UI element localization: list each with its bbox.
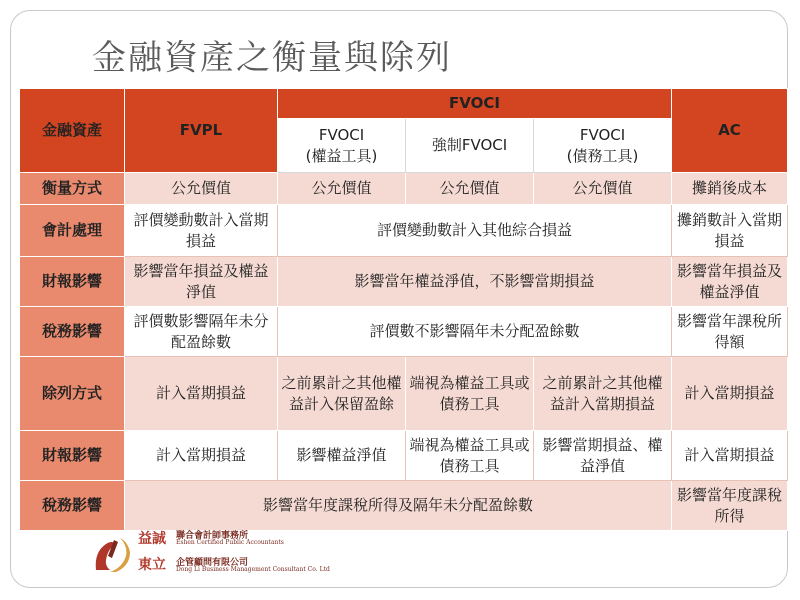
cell: 評價變動數計入其他綜合損益 <box>278 205 672 257</box>
logo-mark-icon <box>92 530 132 574</box>
table-row <box>20 205 788 257</box>
logo-name-top: 益誠 <box>138 531 166 547</box>
row-label: 稅務影響 <box>20 481 125 531</box>
cell: 端視為權益工具或債務工具 <box>406 431 534 481</box>
cell: 之前累計之其他權益計入保留盈餘 <box>278 357 406 431</box>
table-row <box>20 431 788 481</box>
row-label: 除列方式 <box>20 357 125 431</box>
cell: 評價數影響隔年未分配盈餘數 <box>125 307 278 357</box>
row-label: 財報影響 <box>20 257 125 307</box>
company-logo <box>92 526 352 582</box>
subheader-fvoci-debt: FVOCI (債務工具) <box>534 119 672 173</box>
measurement-table <box>19 88 788 531</box>
row-label: 會計處理 <box>20 205 125 257</box>
subheader-mandatory-fvoci: 強制FVOCI <box>406 119 534 173</box>
cell: 公允價值 <box>406 173 534 205</box>
cell: 影響當年權益淨值，不影響當期損益 <box>278 257 672 307</box>
cell: 影響當年度課稅所得及隔年未分配盈餘數 <box>125 481 672 531</box>
row-label: 稅務影響 <box>20 307 125 357</box>
row-label: 衡量方式 <box>20 173 125 205</box>
cell: 影響當年損益及權益淨值 <box>125 257 278 307</box>
logo-line-3: 企管顧問有限公司 <box>176 558 249 568</box>
table-row <box>20 173 788 205</box>
cell: 影響當年度課稅所得 <box>672 481 788 531</box>
table-row <box>20 257 788 307</box>
header-fvoci-group: FVOCI <box>278 89 672 119</box>
cell: 公允價值 <box>534 173 672 205</box>
cell: 計入當期損益 <box>125 357 278 431</box>
cell: 評價變動數計入當期損益 <box>125 205 278 257</box>
cell: 計入當期損益 <box>125 431 278 481</box>
table-row <box>20 307 788 357</box>
header-corner: 金融資產 <box>20 89 125 173</box>
cell: 之前累計之其他權益計入當期損益 <box>534 357 672 431</box>
cell: 計入當期損益 <box>672 357 788 431</box>
cell: 影響權益淨值 <box>278 431 406 481</box>
cell: 公允價值 <box>125 173 278 205</box>
logo-line-1: 聯合會計師事務所 <box>176 531 249 541</box>
cell: 計入當期損益 <box>672 431 788 481</box>
logo-name-bottom: 東立 <box>138 557 166 573</box>
cell: 影響當期損益、權益淨值 <box>534 431 672 481</box>
table-row <box>20 481 788 531</box>
table-row <box>20 357 788 431</box>
cell: 影響當年損益及權益淨值 <box>672 257 788 307</box>
logo-line-2: Eshen Certified Public Accountants <box>176 539 284 546</box>
cell: 攤銷後成本 <box>672 173 788 205</box>
header-fvpl: FVPL <box>125 89 278 173</box>
header-ac: AC <box>672 89 788 173</box>
cell: 攤銷數計入當期損益 <box>672 205 788 257</box>
row-label: 財報影響 <box>20 431 125 481</box>
cell: 評價數不影響隔年未分配盈餘數 <box>278 307 672 357</box>
logo-line-4: Dong Li Business Management Consultant Co. Ltd <box>176 566 330 573</box>
cell: 端視為權益工具或債務工具 <box>406 357 534 431</box>
cell: 影響當年課稅所得額 <box>672 307 788 357</box>
slide-title: 金融資產之衡量與除列 <box>92 38 452 78</box>
subheader-fvoci-equity: FVOCI (權益工具) <box>278 119 406 173</box>
cell: 公允價值 <box>278 173 406 205</box>
